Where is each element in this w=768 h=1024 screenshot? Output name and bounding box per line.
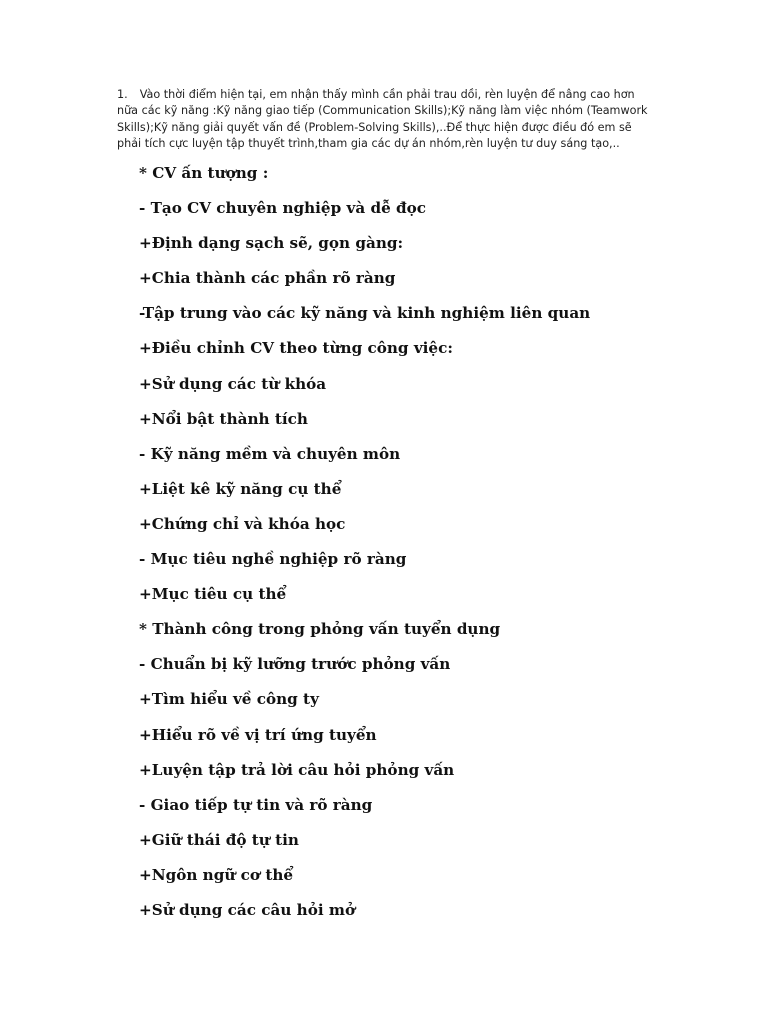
outline-item: +Hiểu rõ về vị trí ứng tuyển bbox=[139, 725, 377, 744]
intro-number: 1. bbox=[117, 88, 128, 101]
outline-item: - Giao tiếp tự tin và rõ ràng bbox=[139, 795, 373, 814]
outline-item: -Tập trung vào các kỹ năng và kinh nghiệm liên quan bbox=[139, 304, 591, 323]
outline-item: +Giữ thái độ tự tin bbox=[139, 830, 299, 849]
outline-item: +Mục tiêu cụ thể bbox=[139, 585, 287, 604]
outline-item: +Chia thành các phần rõ ràng bbox=[139, 269, 396, 288]
outline-item: +Sử dụng các câu hỏi mở bbox=[139, 900, 356, 919]
outline-item: +Chứng chỉ và khóa học bbox=[139, 514, 346, 533]
outline-heading-interview: * Thành công trong phỏng vấn tuyển dụng bbox=[139, 620, 501, 639]
outline-item: - Chuẩn bị kỹ lưỡng trước phỏng vấn bbox=[139, 655, 451, 674]
outline-item: +Tìm hiểu về công ty bbox=[139, 690, 319, 709]
outline-list bbox=[139, 160, 699, 932]
outline-heading-cv: * CV ấn tượng : bbox=[139, 164, 269, 182]
outline-item: +Nổi bật thành tích bbox=[139, 409, 308, 428]
outline-item: - Kỹ năng mềm và chuyên môn bbox=[139, 444, 401, 463]
outline-item: - Mục tiêu nghề nghiệp rõ ràng bbox=[139, 550, 407, 569]
outline-item: +Ngôn ngữ cơ thể bbox=[139, 865, 294, 884]
outline-item: +Điều chỉnh CV theo từng công việc: bbox=[139, 339, 453, 358]
outline-item: +Luyện tập trả lời câu hỏi phỏng vấn bbox=[139, 760, 455, 779]
outline-item: +Sử dụng các từ khóa bbox=[139, 374, 327, 393]
outline-item: - Tạo CV chuyên nghiệp và dễ đọc bbox=[139, 199, 427, 218]
outline-item: +Liệt kê kỹ năng cụ thể bbox=[139, 479, 342, 498]
intro-paragraph bbox=[117, 87, 657, 153]
intro-text: Vào thời điểm hiện tại, em nhận thấy mình cần phải trau dồi, rèn luyện để nâng cao hơn nữa các kỹ năng :Kỹ năng giao tiếp (Communication Skills);Kỹ năng làm việc nhóm (Teamwork Skills);Kỹ năng giải quyết vấn đề (Problem-Solving Skills),..Để thực hiện được điều đó em sẽ phải tích cực luyện tập thuyết trình,tham gia các dự án nhóm,rèn luyện tư duy sáng tạo,.. bbox=[117, 88, 648, 151]
outline-item: +Định dạng sạch sẽ, gọn gàng: bbox=[139, 234, 404, 253]
